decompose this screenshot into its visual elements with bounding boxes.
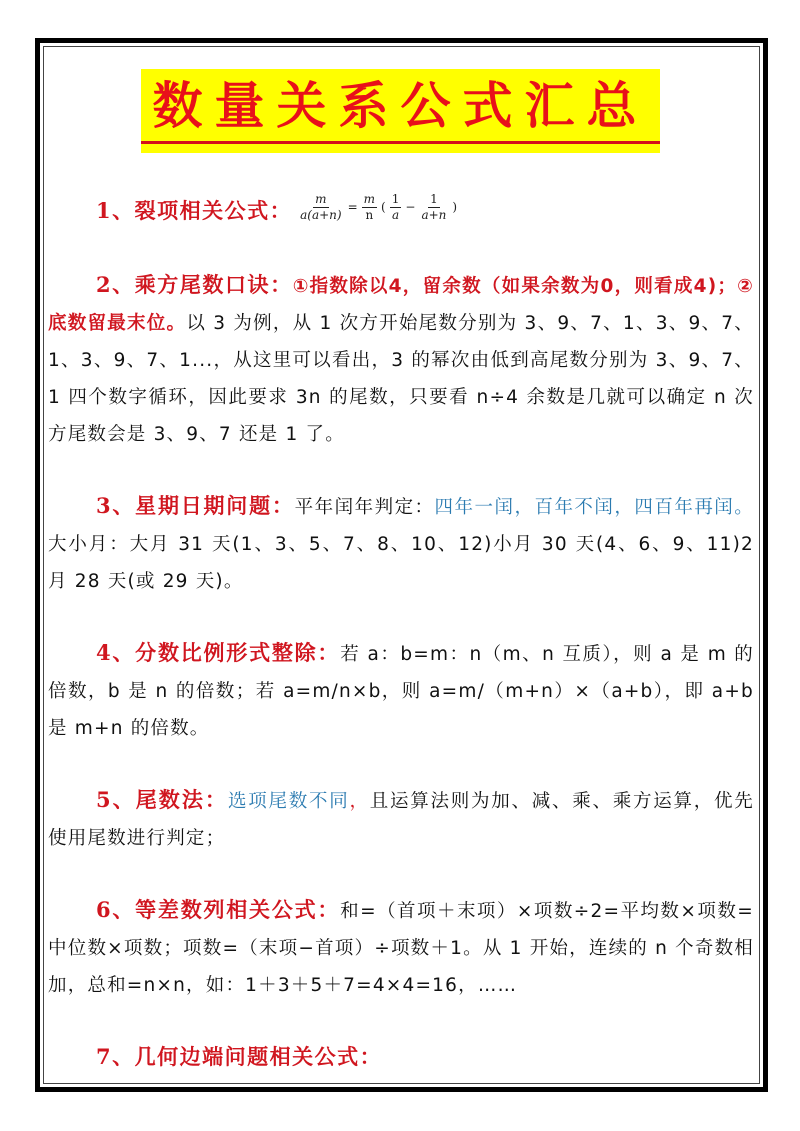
section-heading: 1、裂项相关公式： <box>96 198 293 223</box>
section-2 <box>48 266 754 453</box>
section-body: 平年闰年判定： <box>294 496 435 518</box>
fraction-term1: $\frac{1}{a}$ <box>391 191 400 222</box>
section-heading: 7、几何边端问题相关公式： <box>96 1043 383 1069</box>
section-6 <box>48 891 754 1004</box>
page-title: 数量关系公式汇总 <box>152 76 649 135</box>
highlight-blue-text: 四年一闰，百年不闰，四百年再闰。 <box>434 496 754 518</box>
highlight-red-text: ①指数除以4，留余数（如果余数为0，则看成4)；②底数留最末位。 <box>48 275 754 334</box>
fraction-term2: $\frac{1}{a+n}$ <box>421 191 447 222</box>
split-term-formula: $\frac{m}{a(a+n)}$ = $\frac{m}{n}$ ( $\frac{1}{a}$ − $\frac{1}{a+n}$ ) <box>300 191 458 222</box>
section-heading: 2、乘方尾数口诀： <box>96 271 293 297</box>
section-body: 若 a：b=m：n（m、n 互质），则 a 是 m 的倍数，b 是 n 的倍数；若 a=m/n×b，则 a=m/（m+n）×（a+b），即 a+b 是 m+n 的倍数。 <box>48 643 754 739</box>
section-heading: 5、尾数法： <box>96 786 228 812</box>
highlight-blue-text: 选项尾数不同 <box>227 790 350 812</box>
section-1 <box>48 192 754 232</box>
section-body: 和=（首项＋末项）×项数÷2=平均数×项数=中位数×项数；项数=（末项−首项）÷项数＋1。从 1 开始，连续的 n 个奇数相加，总和=n×n，如：1＋3＋5＋7=4×4=16，…… <box>48 900 754 996</box>
fraction-coef: $\frac{m}{n}$ <box>363 191 376 222</box>
section-5 <box>48 781 754 857</box>
title-banner <box>141 69 660 153</box>
section-heading: 4、分数比例形式整除： <box>96 639 341 665</box>
section-heading: 6、等差数列相关公式： <box>96 896 341 922</box>
title-underline <box>141 141 660 144</box>
section-7 <box>48 1038 754 1077</box>
section-heading: 3、星期日期问题： <box>96 492 295 518</box>
section-body: 以 3 为例，从 1 次方开始尾数分别为 3、9、7、1、3、9、7、1、3、9、7、1...，从这里可以看出，3 的幂次由低到高尾数分别为 3、9、7、1 四个数字循环，因此要求 3n 的尾数，只要看 n÷4 余数是几就可以确定 n 次方尾数会是 3、9、7 还是 1 了。 <box>48 312 754 445</box>
red-punctuation: ， <box>349 790 370 812</box>
fraction-lhs: $\frac{m}{a(a+n)}$ <box>300 191 342 222</box>
document-body <box>48 170 754 1077</box>
section-body: 且运算法则为加、减、乘、乘方运算，优先使用尾数进行判定； <box>48 790 754 849</box>
section-4 <box>48 634 754 747</box>
section-3 <box>48 487 754 600</box>
section-body-cont: 大小月：大月 31 天(1、3、5、7、8、10、12)小月 30 天(4、6、9、11)2 月 28 天(或 29 天)。 <box>48 533 754 592</box>
